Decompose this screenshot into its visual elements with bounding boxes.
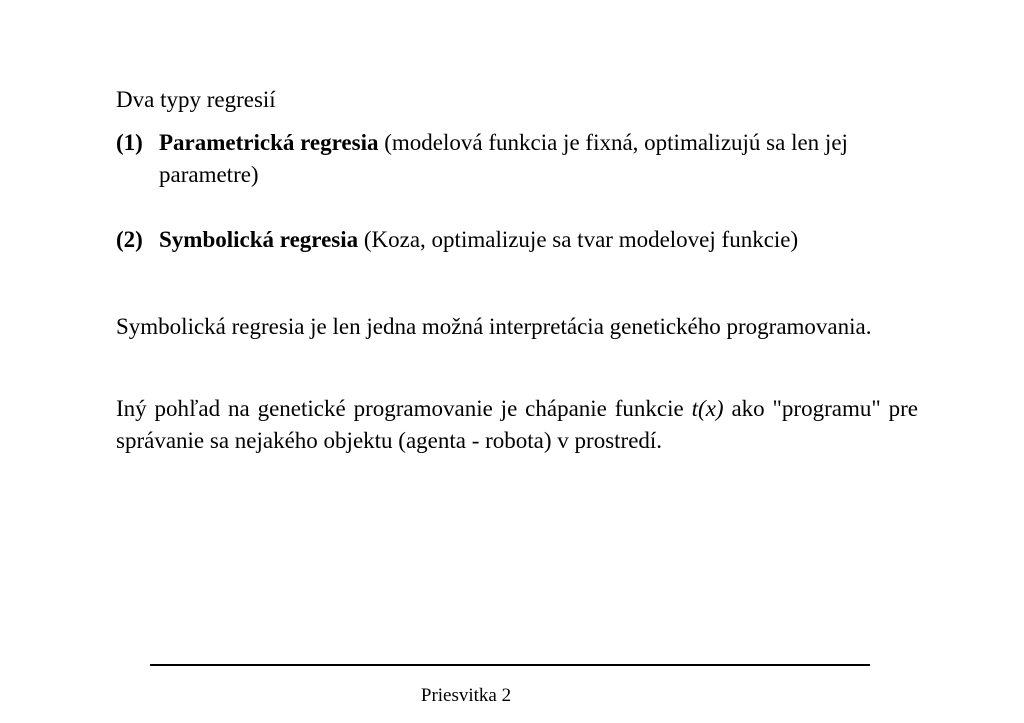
item-term: Parametrická regresia	[159, 130, 379, 155]
item-term: Symbolická regresia	[159, 227, 359, 252]
item-description: (modelová funkcia je fixná, optimalizujú sa len jej parametre)	[159, 130, 848, 187]
item-number: (1)	[116, 130, 143, 155]
item-description: (Koza, optimalizuje sa tvar modelovej funkcie)	[363, 227, 799, 252]
paragraph-text-after: ako "programu" pre správanie sa nejakého objektu (agenta - robota) v prostredí.	[116, 396, 918, 453]
footer-divider	[150, 664, 870, 666]
list-item-symbolic-regression	[116, 224, 934, 256]
function-notation: t(x)	[691, 396, 724, 421]
paragraph-program-view	[116, 393, 918, 457]
item-body	[159, 224, 934, 256]
paragraph-text-before: Iný pohľad na genetické programovanie je chápanie funkcie	[116, 396, 684, 421]
item-number: (2)	[116, 227, 143, 252]
item-body	[159, 127, 934, 191]
list-item-parametric-regression	[116, 127, 934, 191]
slide-number-label: Priesvitka 2	[420, 685, 512, 706]
paragraph-symbolic-interpretation: Symbolická regresia je len jedna možná interpretácia genetického programovania.	[116, 314, 872, 339]
slide-heading: Dva typy regresií	[116, 87, 276, 112]
